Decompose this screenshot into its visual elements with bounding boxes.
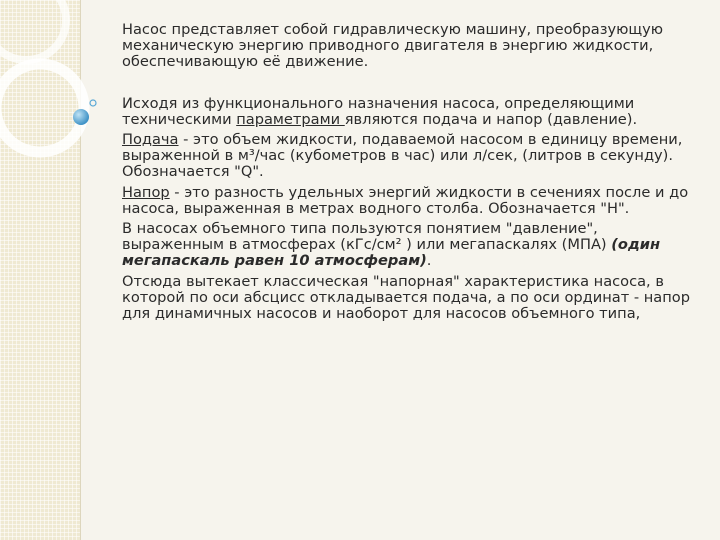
- paragraph-pump-definition: [122, 22, 692, 71]
- flow-definition-text: - это объем жидкости, подаваемой насосом в единицу времени, выраженной в м³/час (кубометров в час) или л/сек, (литров в секунду). Обозначается "Q".: [122, 131, 683, 181]
- flow-term-link[interactable]: Подача: [122, 131, 179, 149]
- pressure-note: (один мегапаскаль равен 10 атмосферам): [122, 236, 661, 270]
- parameters-text-end: являются подача и напор (давление).: [344, 110, 638, 128]
- bullet-dot-icon: [73, 109, 89, 125]
- paragraph-head: [122, 185, 692, 217]
- parameters-link[interactable]: параметрами: [236, 110, 345, 128]
- slide-text: [122, 22, 692, 322]
- paragraph-characteristic: [122, 274, 692, 323]
- pressure-text: В насосах объемного типа пользуются понятием "давление", выраженным в атмосферах (кГс/см² ) или мегапаскалях (МПА): [122, 220, 612, 254]
- paragraph-flow: [122, 132, 692, 181]
- small-ring-icon: [90, 100, 96, 106]
- paragraph-pressure: [122, 221, 692, 270]
- paragraph-parameters: [122, 96, 692, 128]
- pressure-text-end: .: [426, 252, 432, 270]
- parameters-text-start: Исходя из функционального назначения насоса, определяющими техническими: [122, 94, 635, 128]
- characteristic-text: Отсюда вытекает классическая "напорная" характеристика насоса, в которой по оси абсцисс откладывается подача, а по оси ординат - напор для динамичных насосов и наоборот для насосов объемного типа,: [122, 272, 690, 323]
- head-definition-text: - это разность удельных энергий жидкости в сечениях после и до насоса, выраженная в метрах водного столба. Обозначается "Н".: [122, 183, 689, 217]
- ring-decoration: [0, 0, 120, 220]
- pump-definition-text: Насос представляет собой гидравлическую машину, преобразующую механическую энергию приводного двигателя в энергию жидкости, обеспечивающую её движение.: [122, 21, 664, 71]
- head-term-link[interactable]: Напор: [122, 183, 170, 201]
